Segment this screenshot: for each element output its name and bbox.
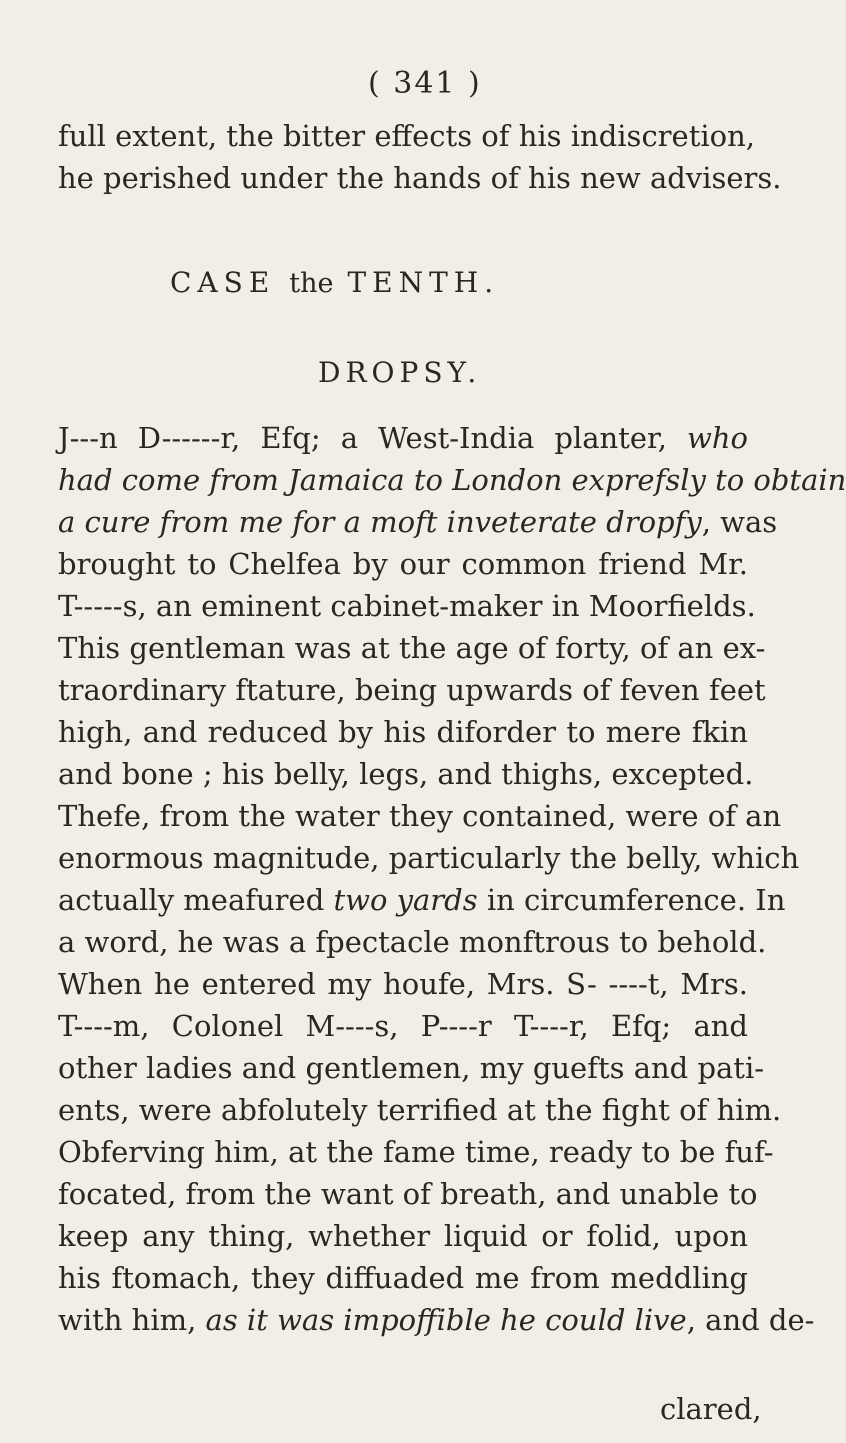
case-heading-the: the — [289, 268, 334, 299]
section-heading: DROPSY. — [318, 356, 482, 389]
body-line-12 — [58, 882, 786, 918]
intro-line-1: full extent, the bitter effects of his indiscretion, — [58, 119, 755, 153]
body-line-15: T----m, Colonel M----s, P----r T----r, Efq; and — [58, 1009, 748, 1043]
body-line-10: Thefe, from the water they contained, were of an — [58, 799, 782, 833]
case-heading-left: CASE — [170, 266, 276, 299]
body-line-20: keep any thing, whether liquid or folid, upon — [58, 1219, 748, 1253]
page-number: ( 341 ) — [368, 66, 482, 101]
body-line-19: focated, from the want of breath, and unable to — [58, 1177, 758, 1211]
body-text: J---n D------r, Efq; a West-India planter, — [58, 421, 688, 455]
body-text: actually meafured — [58, 883, 334, 917]
body-text: , was — [701, 505, 778, 539]
body-italic: as it was impoffible he could live — [205, 1303, 687, 1337]
body-italic: a cure from me for a moft inveterate dropfy — [58, 505, 702, 539]
body-text: in circumference. In — [477, 883, 786, 917]
body-italic: had come from Jamaica to London exprefsly to obtain — [58, 463, 846, 497]
body-line-14: When he entered my houfe, Mrs. S- ----t, Mrs. — [58, 967, 748, 1001]
body-line-17: ents, were abfolutely terrified at the fight of him. — [58, 1093, 782, 1127]
body-italic: two yards — [333, 883, 478, 917]
body-italic: who — [687, 421, 748, 455]
body-text: , and de- — [686, 1303, 815, 1337]
body-line-11: enormous magnitude, particularly the belly, which — [58, 841, 800, 875]
case-heading-right: TENTH. — [347, 266, 500, 299]
case-heading — [170, 266, 630, 299]
body-line-22 — [58, 1302, 815, 1338]
body-line-13: a word, he was a fpectacle monftrous to behold. — [58, 925, 767, 959]
body-line-4: brought to Chelfea by our common friend Mr. — [58, 547, 748, 581]
body-line-1 — [58, 420, 748, 456]
body-line-18: Obferving him, at the fame time, ready to be fuf- — [58, 1135, 774, 1169]
body-line-16: other ladies and gentlemen, my guefts and pati- — [58, 1051, 765, 1085]
body-line-9: and bone ; his belly, legs, and thighs, excepted. — [58, 757, 754, 791]
body-line-6: This gentleman was at the age of forty, of an ex- — [58, 631, 766, 665]
intro-line-2: he perished under the hands of his new advisers. — [58, 161, 782, 195]
body-line-5: T-----s, an eminent cabinet-maker in Moorfields. — [58, 589, 756, 623]
body-line-8: high, and reduced by his diforder to mere fkin — [58, 715, 748, 749]
body-text: with him, — [58, 1303, 206, 1337]
body-line-21: his ftomach, they diffuaded me from meddling — [58, 1261, 748, 1295]
body-line-2 — [58, 462, 846, 498]
body-line-7: traordinary ftature, being upwards of feven feet — [58, 673, 766, 707]
catchword: clared, — [660, 1392, 762, 1426]
body-line-3 — [58, 504, 778, 540]
